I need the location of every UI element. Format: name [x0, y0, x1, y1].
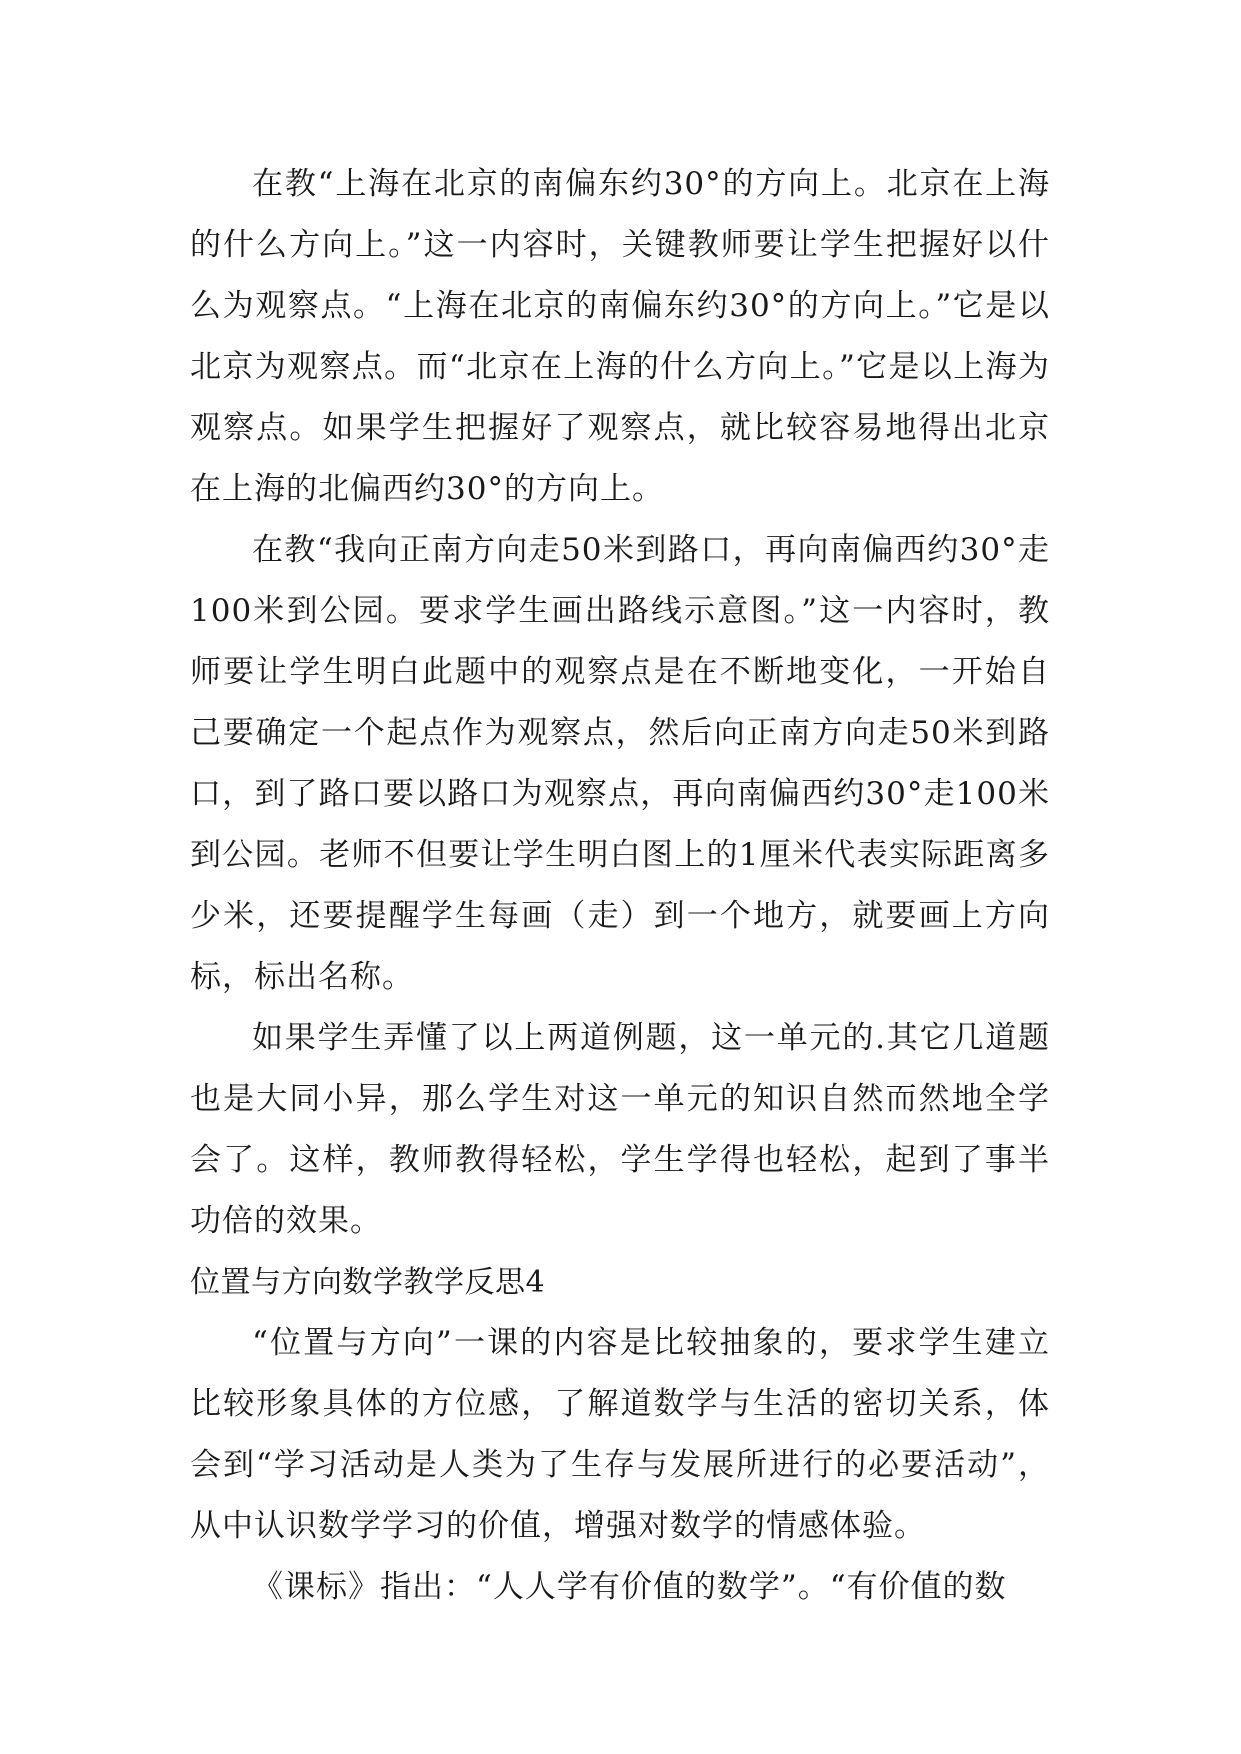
paragraph-summary: 如果学生弄懂了以上两道例题，这一单元的.其它几道题也是大同小异，那么学生对这一单元的知识自然而然地全学会了。这样，教师教得轻松，学生学得也轻松，起到了事半功倍的效果。 [190, 1020, 1050, 1239]
paragraph-lesson-content: “位置与方向”一课的内容是比较抽象的，要求学生建立比较形象具体的方位感，了解道数学与生活的密切关系，体会到“学习活动是人类为了生存与发展所进行的必要活动”，从中认识数学学习的价值，增强对数学的情感体验。 [190, 1325, 1050, 1544]
paragraph-observation-point-shanghai: 在教“上海在北京的南偏东约30°的方向上。北京在上海的什么方向上。”这一内容时，关键教师要让学生把握好以什么为观察点。“上海在北京的南偏东约30°的方向上。”它是以北京为观察点。而“北京在上海的什么方向上。”它是以上海为观察点。如果学生把握好了观察点，就比较容易地得出北京在上海的北偏西约30°的方向上。 [190, 166, 1050, 507]
document-body [190, 154, 1050, 1618]
paragraph-curriculum-standard: 《课标》指出：“人人学有价值的数学”。“有价值的数 [252, 1569, 1007, 1605]
section-heading: 位置与方向数学教学反思4 [190, 1265, 546, 1300]
paragraph-route-diagram: 在教“我向正南方向走50米到路口，再向南偏西约30°走100米到公园。要求学生画出路线示意图。”这一内容时，教师要让学生明白此题中的观察点是在不断地变化，一开始自己要确定一个起点作为观察点，然后向正南方向走50米到路口，到了路口要以路口为观察点，再向南偏西约30°走100米到公园。老师不但要让学生明白图上的1厘米代表实际距离多少米，还要提醒学生每画（走）到一个地方，就要画上方向标，标出名称。 [190, 532, 1050, 995]
